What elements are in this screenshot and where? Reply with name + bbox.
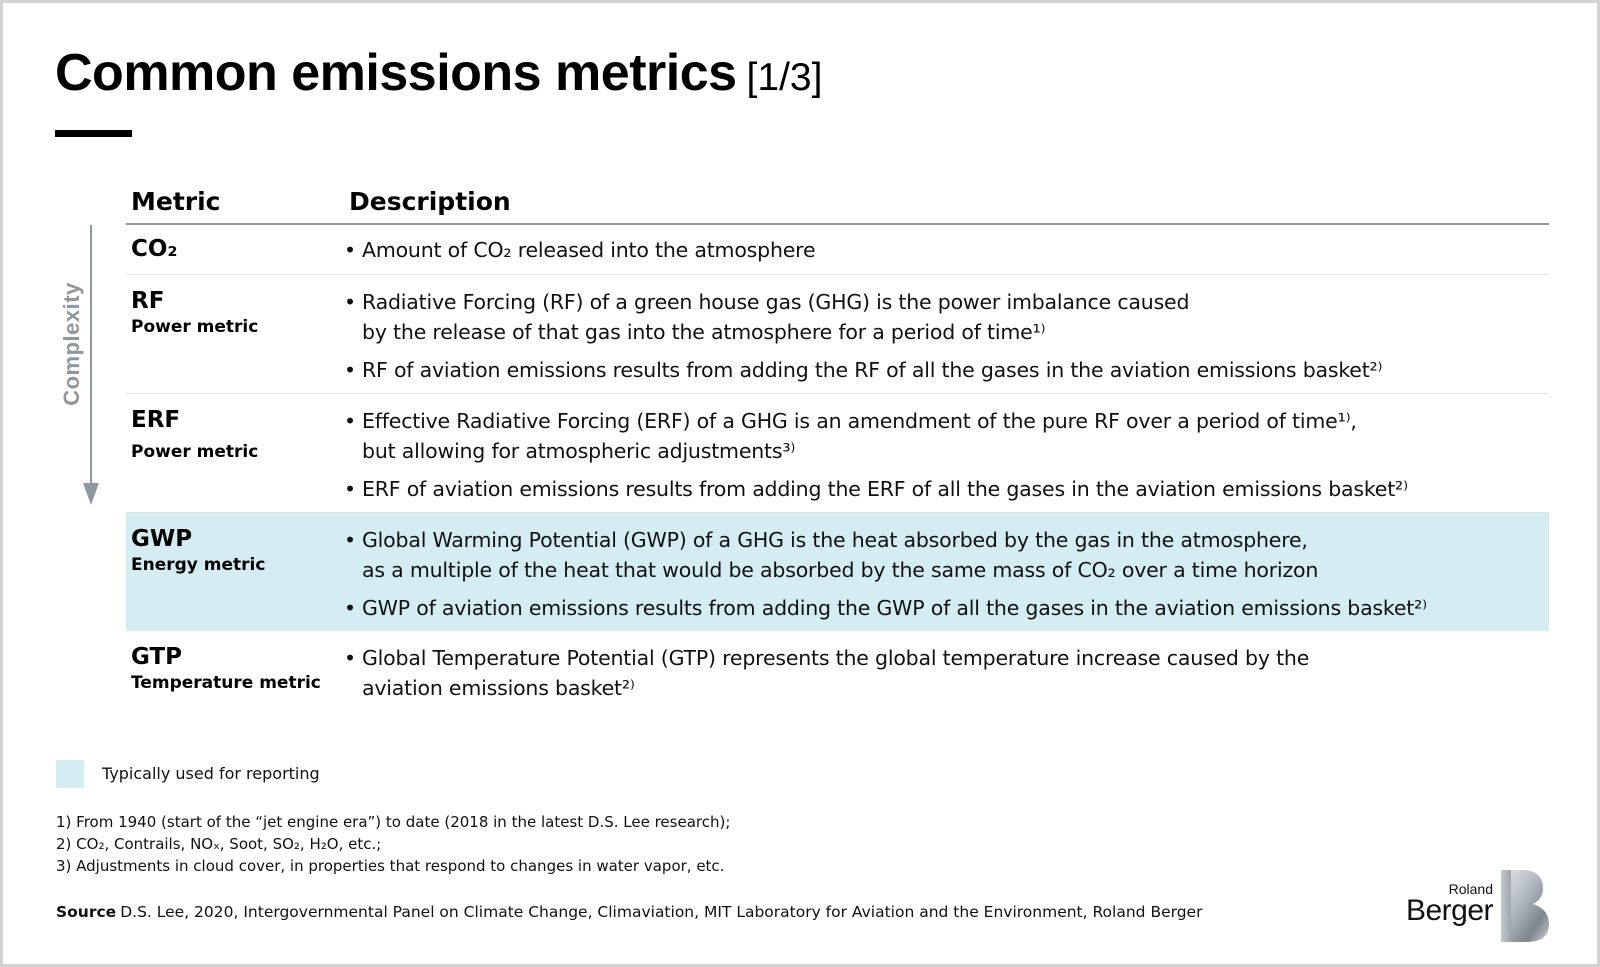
table-row-erf	[126, 394, 1549, 513]
metric-name: GTP	[131, 644, 183, 670]
metric-cell	[131, 235, 341, 263]
metric-cell	[131, 643, 341, 695]
roland-berger-b-logo-icon	[1497, 870, 1551, 942]
metric-name: CO₂	[131, 236, 178, 262]
bullet	[344, 643, 1544, 703]
bullet-line: as a multiple of the heat that would be absorbed by the same mass of CO₂ over a time horizon	[362, 558, 1319, 582]
legend-label: Typically used for reporting	[102, 764, 320, 783]
table-row-rf	[126, 275, 1549, 394]
table-row-gtp	[126, 631, 1549, 715]
bullet	[344, 525, 1544, 585]
metrics-table	[126, 183, 1549, 715]
description-cell	[344, 525, 1544, 623]
page-title	[55, 43, 822, 103]
bullet	[344, 593, 1544, 623]
complexity-arrow-shaft	[90, 225, 92, 485]
footnote-1: 1) From 1940 (start of the “jet engine era”) to date (2018 in the latest D.S. Lee research);	[56, 813, 731, 831]
bullet-line: • GWP of aviation emissions results from adding the GWP of all the gases in the aviation emissions basket²⁾	[362, 596, 1427, 620]
description-cell	[344, 287, 1544, 385]
bullet-line: • Amount of CO₂ released into the atmosphere	[362, 238, 816, 262]
title-block	[55, 43, 822, 103]
metric-cell	[131, 406, 341, 464]
bullet	[344, 474, 1544, 504]
table-row-co2	[126, 225, 1549, 275]
title-text: Common emissions metrics	[55, 44, 737, 102]
bullet	[344, 235, 1544, 265]
bullet-line: • ERF of aviation emissions results from adding the ERF of all the gases in the aviation emissions basket²⁾	[362, 477, 1408, 501]
title-underline	[55, 130, 132, 137]
logo-roland-text: Roland	[1448, 881, 1493, 897]
bullet	[344, 355, 1544, 385]
legend-swatch	[56, 760, 84, 788]
bullet	[344, 287, 1544, 347]
metric-subtitle: Energy metric	[131, 555, 266, 575]
bullet-line: • RF of aviation emissions results from adding the RF of all the gases in the aviation emissions basket²⁾	[362, 358, 1383, 382]
footnote-3: 3) Adjustments in cloud cover, in properties that respond to changes in water vapor, etc.	[56, 857, 725, 875]
source-label: Source	[56, 903, 117, 921]
header-description: Description	[349, 187, 511, 216]
footnote-2: 2) CO₂, Contrails, NOₓ, Soot, SO₂, H₂O, etc.;	[56, 835, 382, 853]
roland-berger-logo	[1401, 870, 1551, 942]
bullet-line: by the release of that gas into the atmosphere for a period of time¹⁾	[362, 320, 1046, 344]
bullet-line: • Global Warming Potential (GWP) of a GHG is the heat absorbed by the gas in the atmosphere,	[362, 528, 1308, 552]
description-cell	[344, 643, 1544, 703]
metric-name: RF	[131, 288, 165, 314]
bullet-line: but allowing for atmospheric adjustments³⁾	[362, 439, 796, 463]
description-cell	[344, 235, 1544, 265]
metric-subtitle: Power metric	[131, 442, 259, 462]
metric-subtitle: Temperature metric	[131, 673, 321, 693]
bullet	[344, 406, 1544, 466]
arrow-down-icon	[83, 483, 99, 505]
header-metric: Metric	[131, 187, 221, 216]
complexity-label: Complexity	[59, 282, 84, 406]
source-line	[56, 903, 1202, 921]
bullet-line: • Radiative Forcing (RF) of a green house gas (GHG) is the power imbalance caused	[362, 290, 1190, 314]
description-cell	[344, 406, 1544, 504]
footnotes	[56, 811, 730, 877]
metric-name: GWP	[131, 526, 193, 552]
metric-cell	[131, 525, 341, 577]
metric-name: ERF	[131, 407, 181, 433]
logo-berger-text: Berger	[1405, 894, 1493, 927]
metric-subtitle: Power metric	[131, 317, 259, 337]
metric-cell	[131, 287, 341, 339]
bullet-line: • Effective Radiative Forcing (ERF) of a GHG is an amendment of the pure RF over a period of time¹⁾,	[362, 409, 1357, 433]
bullet-line: aviation emissions basket²⁾	[362, 676, 635, 700]
page-indicator: [1/3]	[746, 56, 823, 99]
bullet-line: • Global Temperature Potential (GTP) represents the global temperature increase caused by the	[362, 646, 1310, 670]
table-row-gwp	[126, 513, 1549, 631]
source-text: D.S. Lee, 2020, Intergovernmental Panel on Climate Change, Climaviation, MIT Laboratory for Aviation and the Environment, Roland Berger	[120, 903, 1203, 921]
table-header	[126, 183, 1549, 225]
